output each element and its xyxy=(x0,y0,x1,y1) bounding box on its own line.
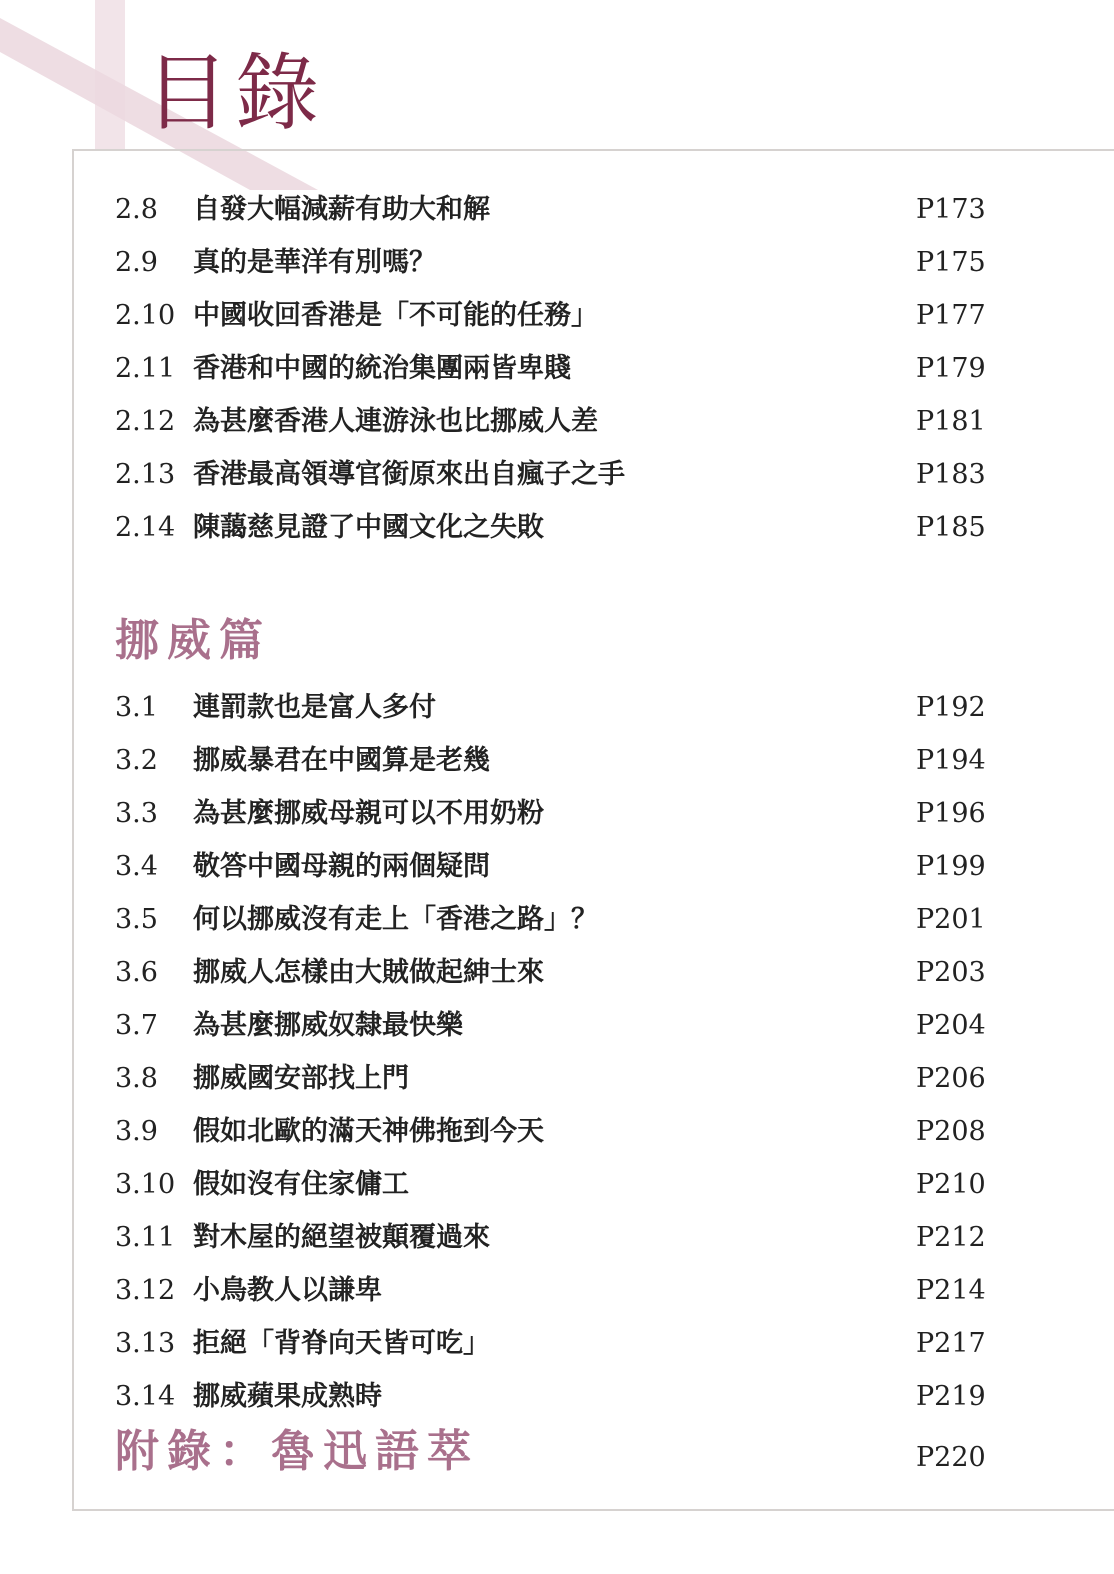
entry-number: 3.9 xyxy=(115,1116,158,1147)
toc-entry[interactable] xyxy=(0,296,1114,336)
entry-number: 2.11 xyxy=(115,353,176,384)
entry-number: 2.9 xyxy=(115,247,158,278)
entry-number: 3.7 xyxy=(115,1010,158,1041)
entry-title: 挪威暴君在中國算是老幾 xyxy=(193,745,490,776)
toc-entry[interactable] xyxy=(0,508,1114,548)
entry-number: 3.6 xyxy=(115,957,158,988)
entry-title: 陳藹慈見證了中國文化之失敗 xyxy=(193,512,544,543)
entry-number: 2.8 xyxy=(115,194,158,225)
entry-page: P181 xyxy=(916,406,986,437)
toc-entry[interactable] xyxy=(0,243,1114,283)
entry-number: 3.12 xyxy=(115,1275,176,1306)
toc-entry[interactable] xyxy=(0,1059,1114,1099)
entry-title: 挪威人怎樣由大賊做起紳士來 xyxy=(193,957,544,988)
entry-number: 3.11 xyxy=(115,1222,176,1253)
entry-page: P212 xyxy=(916,1222,986,1253)
entry-title: 為甚麼挪威母親可以不用奶粉 xyxy=(193,798,544,829)
appendix-page: P220 xyxy=(916,1442,986,1473)
entry-title: 敬答中國母親的兩個疑問 xyxy=(193,851,490,882)
entry-title: 假如沒有住家傭工 xyxy=(193,1169,409,1200)
entry-title: 連罰款也是富人多付 xyxy=(193,692,436,723)
entry-title: 小鳥教人以謙卑 xyxy=(193,1275,382,1306)
entry-page: P183 xyxy=(916,459,986,490)
toc-entry[interactable] xyxy=(0,402,1114,442)
toc-entry[interactable] xyxy=(0,847,1114,887)
entry-number: 3.2 xyxy=(115,745,158,776)
appendix-entry xyxy=(0,1438,1114,1478)
appendix-heading[interactable]: 附錄：魯迅語萃 xyxy=(115,1426,479,1477)
entry-title: 自發大幅減薪有助大和解 xyxy=(193,194,490,225)
entry-page: P208 xyxy=(916,1116,986,1147)
entry-page: P185 xyxy=(916,512,986,543)
entry-page: P199 xyxy=(916,851,986,882)
entry-page: P192 xyxy=(916,692,986,723)
entry-page: P201 xyxy=(916,904,986,935)
entry-title: 挪威國安部找上門 xyxy=(193,1063,409,1094)
entry-page: P177 xyxy=(916,300,986,331)
entry-page: P204 xyxy=(916,1010,986,1041)
entry-page: P203 xyxy=(916,957,986,988)
entry-number: 3.4 xyxy=(115,851,158,882)
entry-title: 為甚麼香港人連游泳也比挪威人差 xyxy=(193,406,598,437)
entry-number: 3.14 xyxy=(115,1381,176,1412)
entry-title: 香港最高領導官銜原來出自瘋子之手 xyxy=(193,459,625,490)
entry-number: 2.13 xyxy=(115,459,176,490)
toc-entry[interactable] xyxy=(0,1324,1114,1364)
page-title: 目錄 xyxy=(145,44,326,142)
entry-title: 香港和中國的統治集團兩皆卑賤 xyxy=(193,353,571,384)
entry-number: 2.14 xyxy=(115,512,176,543)
entry-number: 2.10 xyxy=(115,300,176,331)
toc-entry[interactable] xyxy=(0,741,1114,781)
entry-title: 挪威蘋果成熟時 xyxy=(193,1381,382,1412)
entry-title: 真的是華洋有別嗎？ xyxy=(193,247,436,278)
entry-page: P214 xyxy=(916,1275,986,1306)
toc-entry[interactable] xyxy=(0,349,1114,389)
entry-title: 假如北歐的滿天神佛拖到今天 xyxy=(193,1116,544,1147)
entry-number: 2.12 xyxy=(115,406,176,437)
entry-title: 拒絕「背脊向天皆可吃」 xyxy=(193,1328,490,1359)
entry-page: P206 xyxy=(916,1063,986,1094)
entry-page: P179 xyxy=(916,353,986,384)
toc-entry[interactable] xyxy=(0,1006,1114,1046)
entry-number: 3.5 xyxy=(115,904,158,935)
toc-entry[interactable] xyxy=(0,190,1114,230)
entry-title: 對木屋的絕望被顛覆過來 xyxy=(193,1222,490,1253)
entry-title: 中國收回香港是「不可能的任務」 xyxy=(193,300,598,331)
entry-title: 何以挪威沒有走上「香港之路」？ xyxy=(193,904,598,935)
toc-entry[interactable] xyxy=(0,1271,1114,1311)
toc-entry[interactable] xyxy=(0,1377,1114,1417)
section-heading-norway: 挪威篇 xyxy=(115,615,271,666)
entry-number: 3.3 xyxy=(115,798,158,829)
toc-entry[interactable] xyxy=(0,688,1114,728)
entry-title: 為甚麼挪威奴隸最快樂 xyxy=(193,1010,463,1041)
entry-page: P196 xyxy=(916,798,986,829)
toc-entry[interactable] xyxy=(0,953,1114,993)
toc-entry[interactable] xyxy=(0,900,1114,940)
toc-entry[interactable] xyxy=(0,794,1114,834)
entry-page: P210 xyxy=(916,1169,986,1200)
entry-number: 3.8 xyxy=(115,1063,158,1094)
entry-page: P175 xyxy=(916,247,986,278)
entry-number: 3.13 xyxy=(115,1328,176,1359)
entry-page: P219 xyxy=(916,1381,986,1412)
toc-entry[interactable] xyxy=(0,1165,1114,1205)
entry-number: 3.10 xyxy=(115,1169,176,1200)
entry-page: P217 xyxy=(916,1328,986,1359)
toc-entry[interactable] xyxy=(0,455,1114,495)
entry-page: P194 xyxy=(916,745,986,776)
entry-page: P173 xyxy=(916,194,986,225)
entry-number: 3.1 xyxy=(115,692,158,723)
toc-entry[interactable] xyxy=(0,1218,1114,1258)
toc-entry[interactable] xyxy=(0,1112,1114,1152)
